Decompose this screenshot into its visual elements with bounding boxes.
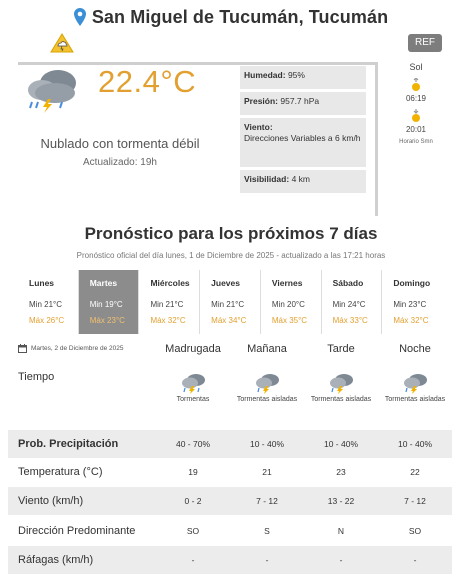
- thunderstorm-icon: [179, 372, 207, 394]
- weather-manana: Tormentas aisladas: [227, 372, 307, 404]
- detail-date-text: Martes, 2 de Diciembre de 2025: [31, 345, 124, 352]
- location-title: San Miguel de Tucumán, Tucumán: [91, 6, 389, 27]
- weather-row-label: Tiempo: [18, 371, 55, 383]
- current-description: Nublado con tormenta débil: [40, 136, 200, 151]
- wind-stat: Viento: Direcciones Variables a 6 km/h: [240, 118, 366, 167]
- thunderstorm-cloud-icon: [22, 66, 82, 114]
- calendar-icon: [18, 344, 27, 353]
- sunset-icon: [409, 109, 423, 123]
- period-manana: Mañana: [247, 343, 287, 355]
- table-row: Prob. Precipitación 40 - 70% 10 - 40% 10 - 40% 10 - 40%: [8, 430, 452, 458]
- sunrise-icon: [409, 78, 423, 92]
- sunset-time: 20:01: [405, 125, 427, 134]
- day-tab-lunes[interactable]: Lunes Min 21°C Máx 26°C: [18, 270, 79, 334]
- table-row: Dirección Predominante SO S N SO: [18, 525, 422, 537]
- current-temperature: 22.4°C: [98, 64, 197, 99]
- ref-button[interactable]: REF: [408, 34, 442, 52]
- sun-times: [396, 62, 436, 146]
- current-stats: [240, 66, 366, 196]
- isolated-storms-icon: [401, 372, 429, 394]
- forecast-subtitle: Pronóstico oficial del día lunes, 1 de Diciembre de 2025 - actualizado a las 17:21 horas: [76, 251, 386, 260]
- map-pin-icon: [74, 8, 86, 26]
- day-tab-domingo[interactable]: Domingo Min 23°C Máx 32°C: [393, 278, 431, 325]
- updated-time: Actualizado: 19h: [83, 157, 157, 168]
- day-tab-miercoles[interactable]: Miércoles Min 21°C Máx 32°C: [139, 270, 200, 334]
- period-noche: Noche: [399, 343, 431, 355]
- period-tarde: Tarde: [327, 343, 355, 355]
- detail-date: [18, 344, 124, 353]
- table-row: Temperatura (°C) 19 21 23 22: [18, 466, 420, 478]
- day-tab-sabado[interactable]: Sábado Min 24°C Máx 33°C: [322, 270, 383, 334]
- weather-noche: Tormentas aisladas: [375, 372, 455, 404]
- day-tab-viernes[interactable]: Viernes Min 20°C Máx 35°C: [261, 270, 322, 334]
- forecast-title: Pronóstico para los próximos 7 días: [84, 224, 378, 243]
- day-tab-martes[interactable]: Martes Min 19°C Máx 23°C: [79, 270, 140, 334]
- isolated-storms-icon: [253, 372, 281, 394]
- humidity-stat: Humedad: 95%: [240, 66, 366, 89]
- sunrise-time: 06:19: [405, 94, 427, 103]
- visibility-stat: Visibilidad: 4 km: [240, 170, 366, 193]
- location-header: [0, 4, 462, 30]
- storm-alert-icon[interactable]: [50, 33, 74, 53]
- weather-tarde: Tormentas aisladas: [301, 372, 381, 404]
- day-tab-jueves[interactable]: Jueves Min 21°C Máx 34°C: [200, 270, 261, 334]
- table-row: Viento (km/h) 0 - 2 7 - 12 13 - 22 7 - 12: [8, 487, 452, 515]
- weather-madrugada: Tormentas: [153, 372, 233, 404]
- sun-label: Sol: [409, 62, 423, 72]
- day-tabs: [18, 270, 442, 334]
- legal-time-note: Horario Smn: [399, 139, 433, 145]
- isolated-storms-icon: [327, 372, 355, 394]
- period-madrugada: Madrugada: [165, 343, 221, 355]
- table-row: Ráfagas (km/h) - - - -: [8, 546, 452, 574]
- pressure-stat: Presión: 957.7 hPa: [240, 92, 366, 115]
